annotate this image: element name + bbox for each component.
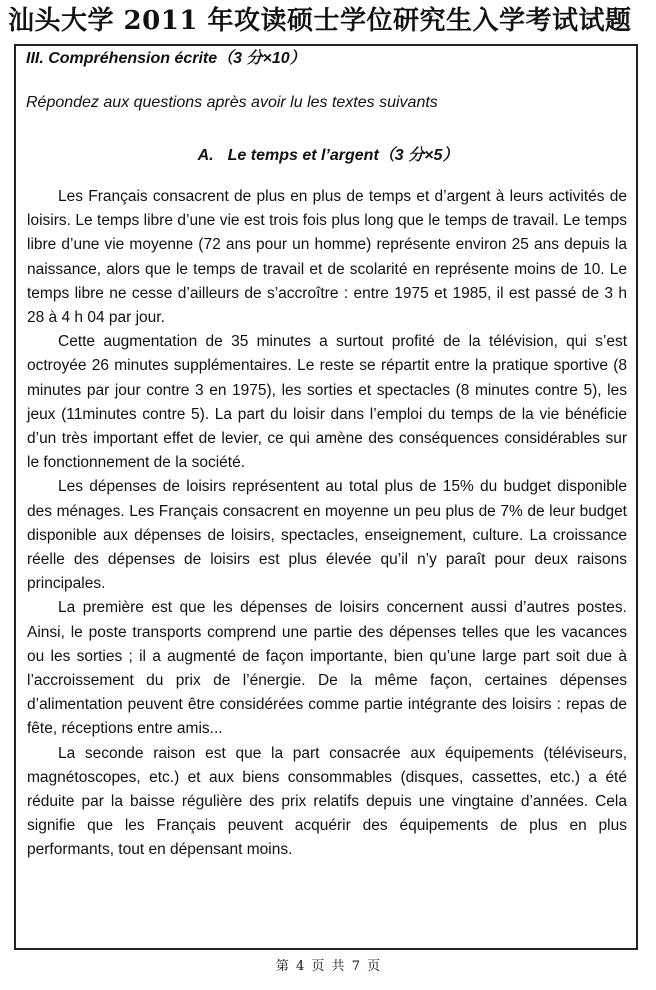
section-heading: III. Compréhension écrite（3 分×10） <box>26 50 306 67</box>
exam-header-title: 汕头大学 2011 年攻读硕士学位研究生入学考试试题 <box>8 6 632 36</box>
paragraph: Les dépenses de loisirs représentent au total plus de 15% du budget disponible des ménages. Les Français consacrent en moyenne un peu plus de 7% de leur budget disponible aux dépenses de loisirs, spectacles, enseignement, culture. La croissance réelle des dépenses de loisirs est plus élevée qu’il n’y paraît pour deux raisons principales. <box>27 478 627 593</box>
section-instructions: Répondez aux questions après avoir lu les textes suivants <box>26 94 438 111</box>
paragraph: Cette augmentation de 35 minutes a surtout profité de la télévision, qui s’est octroyée 26 minutes supplémentaires. Le reste se répartit entre la pratique sportive (8 minutes par jour contre 3 en 1975), les sorties et spectacles (8 minutes contre 5), les jeux (11minutes contre 5). La part du loisir dans l’emploi du temps de la vie bénéficie d’un très important effet de levier, ce qui amène des conséquences considérables sur le fonctionnement de la société. <box>27 333 627 472</box>
page-number: 第 4 页 共 7 页 <box>275 959 381 974</box>
text-a-body <box>27 185 627 863</box>
paragraph: La seconde raison est que la part consacrée aux équipements (téléviseurs, magnétoscopes, etc.) et aux biens consommables (disques, cassettes, etc.) a été réduite par la baisse régulière des prix relatifs depuis une vingtaine d’années. Cela signifie que les Français peuvent acquérir des équipements de plus en plus performants, tout en dépensant moins. <box>27 744 627 859</box>
text-a-title: Le temps et l’argent（3 分×5） <box>227 147 459 164</box>
text-a-letter: A. <box>197 147 214 164</box>
paragraph: La première est que les dépenses de loisirs concernent aussi d’autres postes. Ainsi, le poste transports comprend une partie des dépenses telles que les vacances ou les sorties ; il a augmenté de façon importante, bien qu’une large part soit due à l’accroissement du prix de l’énergie. De la même façon, certaines dépenses d’alimentation peuvent être considérées comme partie intégrante des loisirs : repas de fête, réceptions entre amis... <box>27 599 627 738</box>
text-a-title-line <box>0 145 656 167</box>
paragraph: Les Français consacrent de plus en plus de temps et d’argent à leurs activités de loisirs. Le temps libre d’une vie est trois fois plus long que le temps de travail. Le temps libre d’une vie moyenne (72 ans pour un homme) représente environ 25 ans depuis la naissance, alors que le temps de travail et de scolarité en représente moins de 10. Le temps libre ne cesse d’ailleurs de s’accroître : entre 1975 et 1985, il est passé de 3 h 28 à 4 h 04 par jour. <box>27 188 627 327</box>
